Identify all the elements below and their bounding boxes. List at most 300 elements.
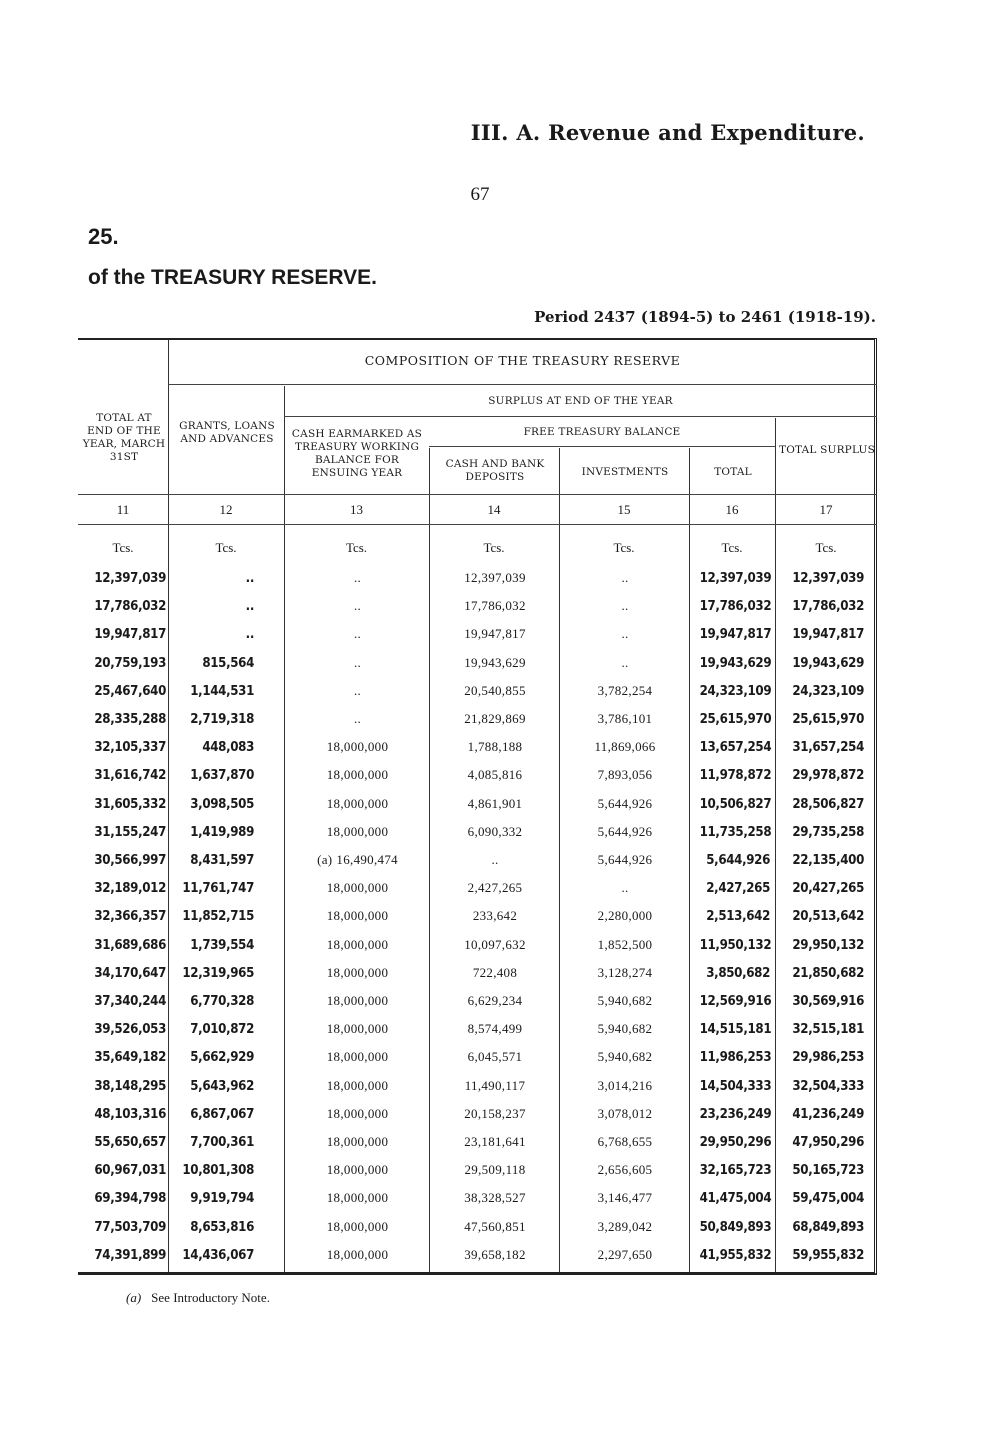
table-cell <box>180 874 254 902</box>
unit-label: Tcs. <box>483 540 505 555</box>
column-number: 12 <box>219 502 233 517</box>
column-header-grants: GRANTS, LOANS AND ADVANCES <box>179 420 275 445</box>
table-cell <box>286 1043 429 1071</box>
cell-value: 20,427,265 <box>792 880 864 897</box>
cell-value: 22,135,400 <box>792 852 864 868</box>
cell-value: 5,940,682 <box>597 1049 653 1065</box>
table-cell <box>700 846 770 874</box>
table-cell <box>788 649 864 677</box>
cell-value: 38,328,527 <box>464 1190 526 1206</box>
footnote <box>126 1290 270 1306</box>
table-cell <box>286 1156 429 1184</box>
table-row <box>78 649 877 677</box>
table-row <box>78 931 877 959</box>
table-cell <box>286 592 429 620</box>
table-cell <box>430 790 560 818</box>
table-cell <box>180 959 254 987</box>
table-cell <box>788 705 864 733</box>
table-cell <box>788 1015 864 1043</box>
table-cell <box>788 733 864 761</box>
header-rule <box>284 416 877 417</box>
cell-value: 47,560,851 <box>464 1218 526 1234</box>
table-cell <box>286 1100 429 1128</box>
cell-value: 19,947,817 <box>792 626 864 643</box>
cell-value: 1,419,989 <box>190 823 254 840</box>
cell-value: 18,000,000 <box>326 1021 389 1037</box>
table-cell <box>560 705 690 733</box>
table-cell <box>700 931 770 959</box>
table-cell <box>788 761 864 789</box>
unit-label: Tcs. <box>215 540 237 555</box>
table-row <box>78 987 877 1015</box>
cell-value: 32,165,723 <box>699 1162 772 1179</box>
table-cell <box>180 902 254 930</box>
header-rule <box>429 446 775 447</box>
footnote-text: See Introductory Note. <box>151 1290 270 1305</box>
table-cell <box>430 1043 560 1071</box>
table-cell <box>560 1072 690 1100</box>
cell-value: .. <box>245 598 254 615</box>
cell-value: 17,786,032 <box>94 598 166 615</box>
table-cell <box>430 874 560 902</box>
cell-value: 17,786,032 <box>792 598 864 615</box>
table-row <box>78 677 877 705</box>
table-cell <box>560 1241 690 1269</box>
table-cell <box>90 1213 166 1241</box>
cell-value: 74,391,899 <box>94 1246 166 1263</box>
table-cell <box>430 733 560 761</box>
table-cell <box>788 959 864 987</box>
table-cell <box>430 705 560 733</box>
table-cell <box>180 1156 254 1184</box>
cell-value: 8,431,597 <box>190 852 254 868</box>
free-balance-header: FREE TREASURY BALANCE <box>523 426 681 438</box>
footnote-mark: (a) <box>126 1290 142 1305</box>
cell-value: 11,761,747 <box>182 880 254 897</box>
table-cell <box>430 761 560 789</box>
cell-value: 29,986,253 <box>792 1049 864 1066</box>
cell-value: 18,000,000 <box>326 795 389 811</box>
table-cell <box>788 1156 864 1184</box>
cell-value: 12,397,039 <box>464 570 526 585</box>
composition-header: COMPOSITION OF THE TREASURY RESERVE <box>364 353 681 368</box>
table-row <box>78 846 877 874</box>
treasury-reserve-table <box>78 338 877 1275</box>
cell-value: 448,083 <box>202 739 254 756</box>
table-cell <box>90 1100 166 1128</box>
table-cell <box>180 1213 254 1241</box>
table-cell <box>430 1128 560 1156</box>
cell-value: 3,146,477 <box>597 1190 653 1206</box>
cell-value: 12,397,039 <box>792 570 864 586</box>
cell-value: 3,850,682 <box>706 964 770 981</box>
header-rule <box>78 524 877 525</box>
table-cell <box>788 1241 864 1269</box>
column-number: 14 <box>487 502 501 517</box>
cell-value: 18,000,000 <box>326 964 389 980</box>
table-cell <box>700 1128 770 1156</box>
cell-value: 1,739,554 <box>190 936 254 953</box>
table-cell <box>90 564 166 592</box>
cell-value: 2,513,642 <box>706 908 770 925</box>
cell-value: 13,657,254 <box>699 739 772 756</box>
cell-value: 3,786,101 <box>597 711 653 726</box>
table-cell <box>560 677 690 705</box>
cell-value: 14,436,067 <box>182 1246 254 1263</box>
column-number: 15 <box>617 502 631 517</box>
cell-value: 29,950,132 <box>792 936 864 953</box>
table-cell <box>430 592 560 620</box>
cell-value: 21,850,682 <box>792 964 864 981</box>
table-cell <box>180 705 254 733</box>
cell-value: 38,148,295 <box>94 1077 166 1094</box>
table-cell <box>700 902 770 930</box>
table-title: of the TREASURY RESERVE. <box>88 266 377 289</box>
table-cell <box>560 1015 690 1043</box>
table-number: 25. <box>88 224 119 249</box>
table-cell <box>286 620 429 648</box>
table-row <box>78 1100 877 1128</box>
cell-value: 31,616,742 <box>94 767 166 784</box>
cell-value: 4,861,901 <box>467 795 523 811</box>
cell-value: 12,397,039 <box>699 570 772 586</box>
cell-value: 31,605,332 <box>94 795 166 812</box>
cell-value: 28,506,827 <box>792 795 864 812</box>
cell-value: 20,158,237 <box>464 1105 526 1121</box>
cell-value: 18,000,000 <box>326 880 389 896</box>
table-cell <box>90 1156 166 1184</box>
table-cell <box>560 1156 690 1184</box>
table-row <box>78 1156 877 1184</box>
table-cell <box>560 931 690 959</box>
table-cell <box>180 1072 254 1100</box>
table-cell <box>788 874 864 902</box>
cell-value: 19,943,629 <box>792 654 864 671</box>
cell-value: .. <box>621 598 629 614</box>
cell-value: 23,236,249 <box>699 1105 772 1122</box>
table-cell <box>700 874 770 902</box>
cell-value: 4,085,816 <box>467 767 523 783</box>
table-cell <box>788 1213 864 1241</box>
table-cell <box>430 902 560 930</box>
cell-value: 39,658,182 <box>464 1246 526 1262</box>
cell-value: 815,564 <box>202 654 254 671</box>
table-row <box>78 620 877 648</box>
cell-value: 39,526,053 <box>94 1021 166 1038</box>
table-cell <box>560 649 690 677</box>
table-row <box>78 1241 877 1269</box>
table-cell <box>180 592 254 620</box>
cell-value: 29,978,872 <box>792 767 864 784</box>
cell-value: 77,503,709 <box>94 1218 166 1235</box>
table-cell <box>430 620 560 648</box>
cell-value: 60,967,031 <box>94 1162 166 1179</box>
cell-value: 3,014,216 <box>597 1077 653 1093</box>
table-cell <box>560 761 690 789</box>
cell-value: 5,644,926 <box>597 852 653 867</box>
table-cell <box>286 1213 429 1241</box>
cell-value: 7,700,361 <box>190 1134 254 1150</box>
cell-value: 11,735,258 <box>699 823 772 840</box>
table-cell <box>286 733 429 761</box>
table-cell <box>286 1015 429 1043</box>
table-cell <box>430 1184 560 1212</box>
cell-value: 41,955,832 <box>699 1246 772 1263</box>
cell-value: 18,000,000 <box>326 1134 389 1149</box>
unit-label: Tcs. <box>613 540 635 555</box>
table-cell <box>180 1184 254 1212</box>
cell-value: 18,000,000 <box>326 1190 389 1206</box>
column-header-investments: INVESTMENTS <box>581 466 669 478</box>
table-cell <box>90 1015 166 1043</box>
cell-value: 32,515,181 <box>792 1021 864 1038</box>
table-cell <box>90 1184 166 1212</box>
table-cell <box>90 1043 166 1071</box>
cell-value: 18,000,000 <box>326 767 389 783</box>
table-cell <box>90 677 166 705</box>
cell-value: 48,103,316 <box>94 1105 166 1122</box>
table-cell <box>180 564 254 592</box>
table-cell <box>700 705 770 733</box>
cell-value: 19,947,817 <box>699 626 772 643</box>
cell-value: 50,165,723 <box>792 1162 864 1179</box>
cell-value: 17,786,032 <box>699 598 772 615</box>
cell-value: 2,719,318 <box>190 711 254 727</box>
table-cell <box>788 987 864 1015</box>
cell-value: 3,289,042 <box>597 1218 653 1234</box>
cell-value: 2,280,000 <box>597 908 653 924</box>
table-row <box>78 592 877 620</box>
cell-value: 69,394,798 <box>94 1190 166 1207</box>
cell-value: 20,759,193 <box>94 654 166 671</box>
table-cell <box>90 790 166 818</box>
surplus-header: SURPLUS AT END OF THE YEAR <box>488 395 673 407</box>
cell-value: 5,662,929 <box>190 1049 254 1066</box>
cell-value: 14,515,181 <box>699 1021 772 1038</box>
cell-value: 1,852,500 <box>597 936 653 952</box>
table-cell <box>430 677 560 705</box>
table-cell <box>560 1213 690 1241</box>
table-cell <box>700 564 770 592</box>
table-cell <box>90 931 166 959</box>
table-cell <box>430 1156 560 1184</box>
table-cell <box>286 818 429 846</box>
table-cell <box>90 1241 166 1269</box>
table-cell <box>700 733 770 761</box>
table-row <box>78 959 877 987</box>
cell-value: 16,490,474 <box>336 852 398 867</box>
cell-value: .. <box>621 654 629 670</box>
table-cell <box>180 1043 254 1071</box>
cell-value: 21,829,869 <box>464 711 526 726</box>
cell-value: 9,919,794 <box>190 1190 254 1207</box>
table-cell <box>560 564 690 592</box>
table-cell <box>286 649 429 677</box>
table-cell <box>90 592 166 620</box>
table-cell <box>286 1184 429 1212</box>
cell-value: 30,569,916 <box>792 993 864 1009</box>
table-cell <box>180 1241 254 1269</box>
cell-value: 5,643,962 <box>190 1077 254 1094</box>
table-row <box>78 705 877 733</box>
cell-value: 6,770,328 <box>190 993 254 1009</box>
table-cell <box>286 790 429 818</box>
table-cell <box>286 959 429 987</box>
cell-value: 32,105,337 <box>94 739 166 756</box>
table-cell <box>560 818 690 846</box>
table-cell <box>700 1213 770 1241</box>
cell-value: 25,615,970 <box>792 711 864 727</box>
cell-value: 5,940,682 <box>597 993 653 1008</box>
table-row <box>78 902 877 930</box>
table-cell <box>286 705 429 733</box>
table-cell <box>560 1128 690 1156</box>
column-number: 16 <box>725 502 739 517</box>
cell-value: 6,090,332 <box>467 823 523 839</box>
table-cell <box>700 790 770 818</box>
table-cell <box>180 761 254 789</box>
cell-value: 1,788,188 <box>467 739 523 755</box>
cell-value: 47,950,296 <box>792 1134 864 1150</box>
cell-value: 18,000,000 <box>326 1077 389 1093</box>
cell-value: 10,097,632 <box>464 936 526 952</box>
column-header-cash-earmarked: CASH EARMARKED AS TREASURY WORKING BALANCE FOR ENSUING YEAR <box>291 428 423 479</box>
cell-value: 41,475,004 <box>699 1190 772 1207</box>
cell-value: 25,467,640 <box>94 682 166 699</box>
cell-value: .. <box>353 654 362 670</box>
cell-value: 37,340,244 <box>94 993 166 1009</box>
table-cell <box>700 959 770 987</box>
cell-value: .. <box>621 880 629 896</box>
cell-value: .. <box>353 711 362 726</box>
cell-value: 11,950,132 <box>699 936 772 953</box>
column-number: 13 <box>350 502 363 517</box>
table-row <box>78 761 877 789</box>
table-cell <box>90 705 166 733</box>
table-cell <box>788 902 864 930</box>
cell-value: 7,893,056 <box>597 767 653 783</box>
column-header-cash-bank: CASH AND BANK DEPOSITS <box>445 458 545 483</box>
cell-value: 12,319,965 <box>182 964 254 981</box>
cell-value: 5,644,926 <box>597 795 653 811</box>
cell-value: 12,397,039 <box>94 570 166 586</box>
cell-value: 18,000,000 <box>326 1246 389 1262</box>
table-cell <box>430 846 560 874</box>
table-cell <box>430 818 560 846</box>
table-cell <box>90 902 166 930</box>
table-cell <box>700 649 770 677</box>
table-row <box>78 818 877 846</box>
header-rule <box>168 384 877 385</box>
table-cell <box>180 1015 254 1043</box>
column-header-total-end: TOTAL AT END OF THE YEAR, MARCH 31ST <box>82 412 166 463</box>
cell-value: 2,427,265 <box>706 880 770 897</box>
cell-value: 55,650,657 <box>94 1134 166 1150</box>
cell-value: .. <box>245 570 254 586</box>
cell-value: 24,323,109 <box>699 682 772 699</box>
page-number: 67 <box>470 184 490 205</box>
column-number: 11 <box>116 502 130 517</box>
cell-value: .. <box>353 598 362 614</box>
cell-value: 20,540,855 <box>464 682 526 698</box>
cell-value: 29,950,296 <box>699 1134 772 1150</box>
table-cell <box>560 846 690 874</box>
table-cell <box>430 1015 560 1043</box>
table-cell <box>430 564 560 592</box>
cell-value: 29,509,118 <box>464 1162 526 1178</box>
cell-value: 20,513,642 <box>792 908 864 925</box>
table-row <box>78 564 877 592</box>
cell-value: 11,490,117 <box>464 1077 526 1093</box>
cell-value: 19,947,817 <box>94 626 166 643</box>
table-cell <box>788 931 864 959</box>
table-cell <box>430 931 560 959</box>
table-cell <box>788 1072 864 1100</box>
cell-value: .. <box>491 852 499 867</box>
cell-value: 50,849,893 <box>699 1218 772 1235</box>
table-row <box>78 1184 877 1212</box>
table-cell <box>90 761 166 789</box>
table-cell <box>788 1184 864 1212</box>
table-cell <box>560 874 690 902</box>
cell-value: 5,644,926 <box>706 852 770 868</box>
column-header-total: TOTAL <box>714 466 752 478</box>
table-cell <box>700 1100 770 1128</box>
table-cell <box>180 649 254 677</box>
table-cell <box>90 1128 166 1156</box>
cell-value: 3,078,012 <box>597 1105 653 1121</box>
table-cell <box>286 846 429 874</box>
cell-value: 18,000,000 <box>326 823 389 839</box>
table-cell <box>180 818 254 846</box>
table-cell <box>560 1043 690 1071</box>
table-cell <box>700 1072 770 1100</box>
table-cell <box>180 931 254 959</box>
table-cell <box>700 592 770 620</box>
table-cell <box>90 987 166 1015</box>
cell-value: 11,986,253 <box>699 1049 772 1066</box>
table-cell <box>700 677 770 705</box>
table-cell <box>788 846 864 874</box>
cell-value: 5,940,682 <box>597 1021 653 1037</box>
cell-value: 722,408 <box>472 964 518 980</box>
cell-value: 18,000,000 <box>326 1162 389 1178</box>
table-cell <box>430 1213 560 1241</box>
table-cell <box>286 1241 429 1269</box>
column-header-total-surplus: TOTAL SURPLUS <box>779 444 875 456</box>
cell-value: 3,098,505 <box>190 795 254 812</box>
cell-value: 233,642 <box>472 908 518 924</box>
table-cell <box>180 846 254 874</box>
cell-value: 25,615,970 <box>699 711 772 727</box>
table-cell <box>180 790 254 818</box>
table-cell <box>180 1128 254 1156</box>
table-cell <box>560 987 690 1015</box>
table-cell <box>788 790 864 818</box>
cell-value: 18,000,000 <box>326 1105 389 1121</box>
table-cell <box>286 874 429 902</box>
cell-value: 31,155,247 <box>94 823 166 840</box>
cell-value: .. <box>353 570 362 585</box>
cell-value: 32,366,357 <box>94 908 166 925</box>
table-cell <box>90 874 166 902</box>
cell-value: 3,128,274 <box>597 964 653 980</box>
table-cell <box>430 649 560 677</box>
table-cell <box>286 564 429 592</box>
table-cell <box>90 620 166 648</box>
table-cell <box>700 1015 770 1043</box>
cell-value: .. <box>621 626 629 642</box>
